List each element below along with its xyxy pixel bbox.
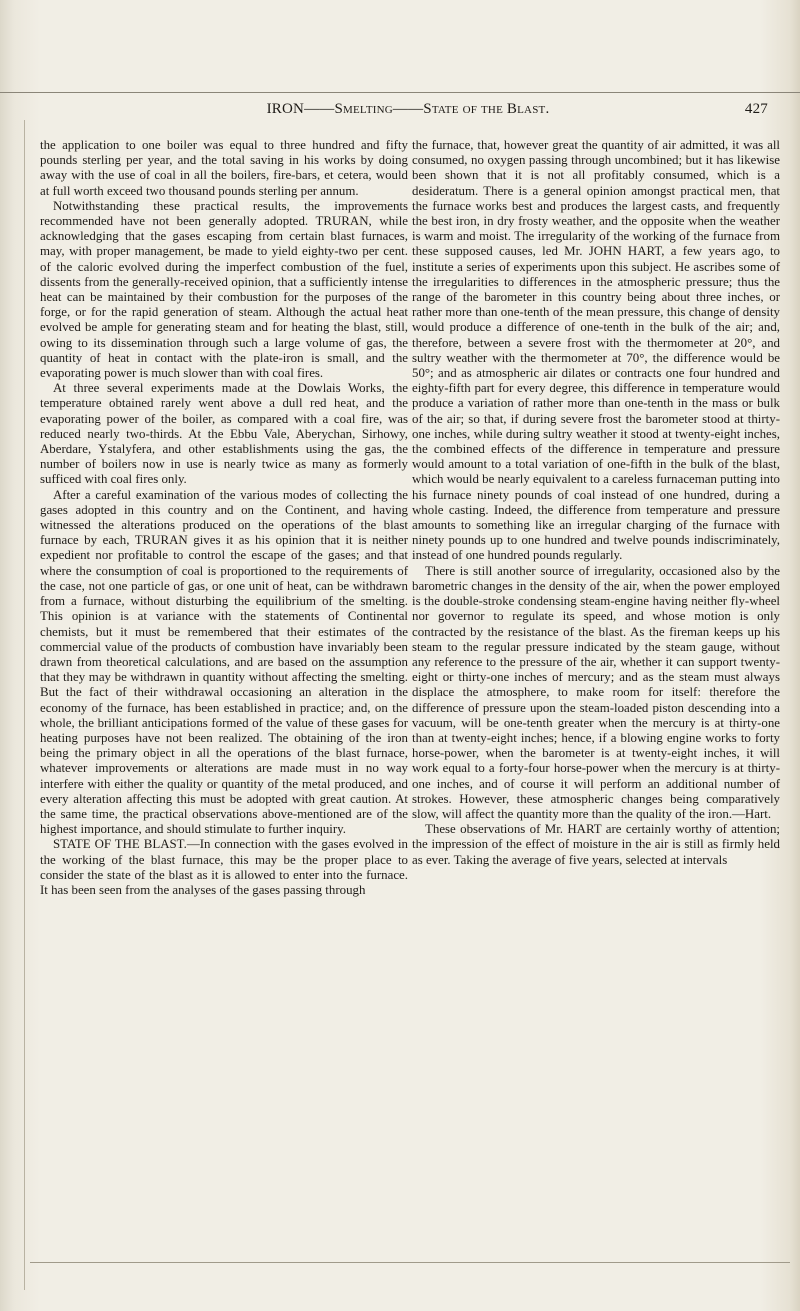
paragraph: These observations of Mr. HART are certainly worthy of attention; the impression of the effect of moisture in the air is still as firmly held as ever. Taking the average of five years, selected at intervals bbox=[412, 822, 780, 867]
page-number: 427 bbox=[744, 101, 768, 117]
paragraph: Notwithstanding these practical results, the improvements recommended have not been generally adopted. TRURAN, while acknowledging that the gases escaping from certain blast furnaces, may, with proper management, be made to yield eighty-two per cent. of the caloric evolved during the imperfect combustion of the fuel, dissents from the generally-received opinion, that a sufficiently intense heat can be maintained by their combustion for the purposes of the forge, or for the rapid generation of steam. Although the actual heat evolved be ample for generating steam and for heating the blast, still, owing to its dissemination through such a large volume of gas, the quantity of heat in contact with the plate-iron is small, and the evaporating power is much slower than with coal fires. bbox=[40, 198, 408, 381]
paragraph: At three several experiments made at the Dowlais Works, the temperature obtained rarely went above a dull red heat, and the evaporating power of the boiler, as compared with a coal fire, was reduced nearly two-thirds. At the Ebbu Vale, Aberychan, Sirhowy, Aberdare, Ystalyfera, and other establishments using the gas, the number of boilers now in use is nearly twice as many as formerly sufficed with coal fires only. bbox=[40, 381, 408, 487]
running-head-title bbox=[32, 101, 784, 118]
bottom-rule bbox=[30, 1262, 790, 1263]
paragraph: There is still another source of irregularity, occasioned also by the barometric changes in the density of the air, when the power employed is the double-stroke condensing steam-engine having neither fly-wheel nor governor to regulate its speed, and whose motion is only contracted by the resistance of the blast. As the fireman keeps up his steam to the regular pressure indicated by the steam gauge, without any reference to the pressure of the air, whether it can support twenty-eight or thirty-one inches of mercury; and as the steam must always displace the atmosphere, to make room for itself: therefore the difference of pressure upon the steam-loaded piston descending into a vacuum, will be one-tenth greater when the mercury is at thirty-one than at twenty-eight inches; hence, if a blowing engine works to forty horse-power, when the barometer is at twenty-eight inches, it will work equal to a forty-four horse-power when the mercury is at thirty-one inches, and of course it will perform an additional number of strokes. However, these atmospheric changes being comparatively slow, will affect the quantity more than the quality of the iron.—Hart. bbox=[412, 563, 780, 821]
running-head-state: State of the Blast. bbox=[423, 101, 550, 117]
running-head-smelting: Smelting bbox=[334, 101, 393, 117]
page-edge-line bbox=[24, 120, 25, 1290]
running-head-dash-1: —— bbox=[304, 101, 335, 117]
right-column bbox=[412, 138, 780, 868]
header-rule bbox=[0, 92, 800, 93]
paragraph-state-of-blast: STATE OF THE BLAST.—In connection with the gases evolved in the working of the blast furnace, this may be the proper place to consider the state of the blast as it is allowed to enter into the furnace. It has been seen from the analyses of the gases passing through bbox=[40, 837, 408, 897]
running-head bbox=[32, 101, 784, 121]
left-column bbox=[40, 138, 408, 898]
paragraph: After a careful examination of the various modes of collecting the gases adopted in this country and on the Continent, and having witnessed the alterations produced on the operations of the blast furnace by each, TRURAN gives it as his opinion that it is neither expedient nor profitable to control the escape of the gases; and that where the consumption of coal is proportioned to the requirements of the case, not one particle of gas, or one unit of heat, can be withdrawn from a furnace, without disturbing the equilibrium of the smelting. This opinion is at variance with the statements of Continental chemists, but it must be remembered that their estimates of the commercial value of the products of combustion have invariably been drawn from theoretical calculations, and are based on the assumption that they may be withdrawn in quantity without affecting the smelting. But the fact of their withdrawal occasioning an alteration in the economy of the furnace, has been established in practice; and, on the whole, the brilliant anticipations formed of the value of these gases for heating purposes have not been realized. The obtaining of the iron being the primary object in all the operations of the blast furnace, whatever improvements or alterations are made must in no way interfere with either the quality or quantity of the metal produced, and every alteration affecting this must be adopted with great caution. At the same time, the practical observations above-mentioned are of the highest importance, and should stimulate to further inquiry. bbox=[40, 487, 408, 837]
paragraph: the furnace, that, however great the quantity of air admitted, it was all consumed, no oxygen passing through uncombined; but it has likewise been shown that it is not all profitably consumed, which is a desideratum. There is a general opinion amongst practical men, that the furnace works best and produces the largest casts, and frequently the best iron, in dry frosty weather, and the opposite when the weather is warm and moist. The irregularity of the working of the furnace from these supposed causes, led Mr. JOHN HART, a few years ago, to institute a series of experiments upon this subject. He ascribes some of the irregularities to differences in the atmospheric pressure; thus the range of the barometer in this country being about three inches, or rather more than one-tenth of the mean pressure, this change of density would produce a difference of one-tenth in the bulk of the air; and, therefore, between a severe frost with the thermometer at 20°, and sultry weather with the thermometer at 70°, the difference would be 50°; and as atmospheric air dilates or contracts one four hundred and eighty-fifth part for every degree, this difference in temperature would produce a variation of rather more than one-tenth in the mass or bulk of the air; so that, if during severe frost the barometer stood at thirty-one inches, while during sultry weather it stood at twenty-eight inches, the combined effects of the difference in temperature and pressure would amount to a total variation of one-fifth in the bulk of the blast, which would be nearly equivalent to a careless furnaceman putting into his furnace ninety pounds of coal instead of one hundred, during a whole casting. Indeed, the difference from temperature and pressure amounts to something like an irregular charging of the furnace with ninety pounds up to one hundred and twelve pounds indiscriminately, instead of one hundred pounds regularly. bbox=[412, 138, 780, 563]
paragraph: the application to one boiler was equal to three hundred and fifty pounds sterling per year, and the total saving in his works by doing away with the use of coal in all the boilers, fire-bars, et cetera, would at full worth exceed two thousand pounds sterling per annum. bbox=[40, 138, 408, 198]
running-head-dash-2: —— bbox=[392, 101, 424, 117]
running-head-iron: IRON bbox=[266, 101, 305, 117]
